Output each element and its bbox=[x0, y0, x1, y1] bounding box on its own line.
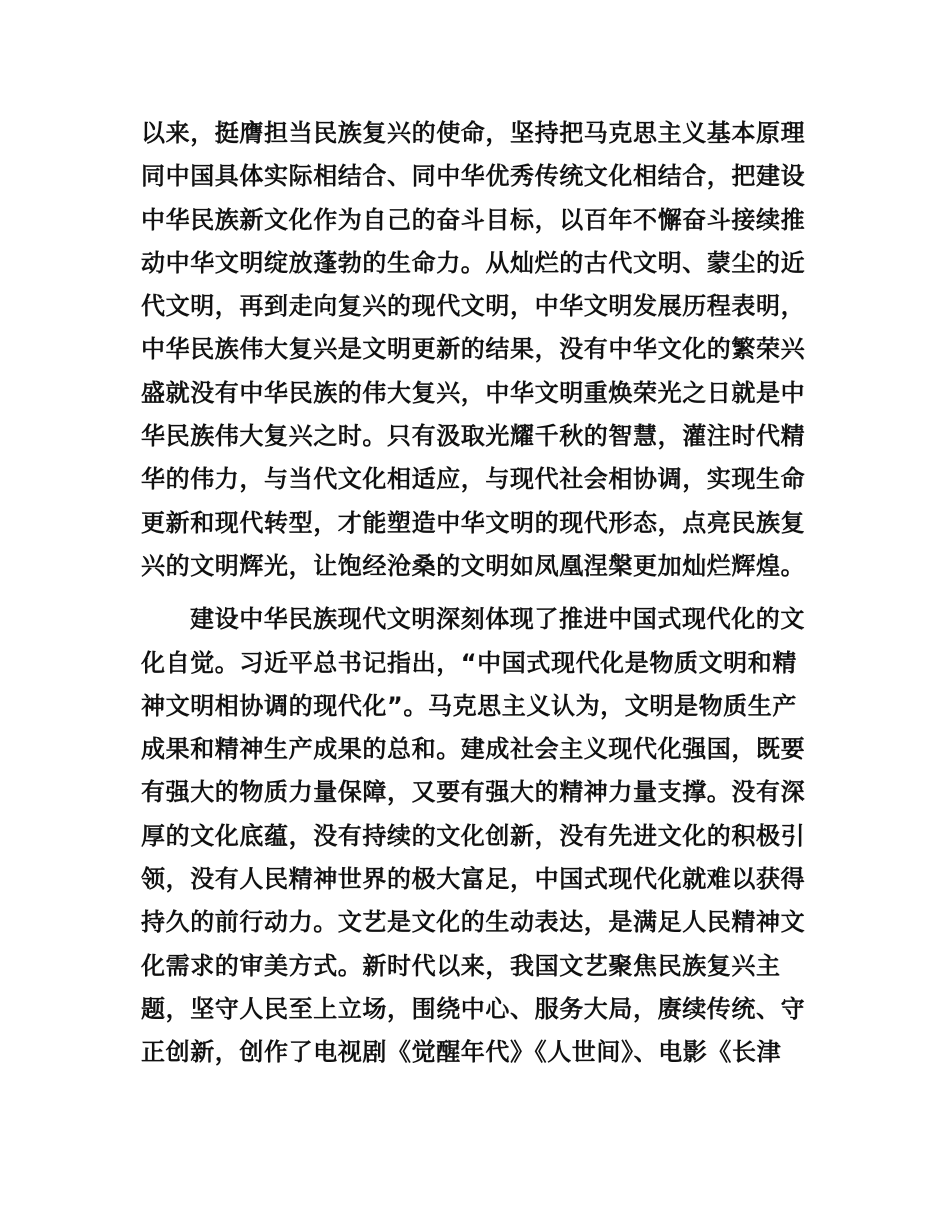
text-line: 有强大的物质力量保障，又要有强大的精神力量支撑。没有深 bbox=[141, 778, 806, 807]
body-text bbox=[141, 112, 813, 1075]
text-line: 同中国具体实际相结合、同中华优秀传统文化相结合，把建设 bbox=[141, 162, 806, 191]
paragraph-1 bbox=[141, 112, 813, 588]
text-line-indented: 建设中华民族现代文明深刻体现了推进中国式现代化的文 bbox=[190, 605, 805, 634]
text-line: 正创新，创作了电视剧《觉醒年代》《人世间》、电影《长津 bbox=[141, 1038, 782, 1067]
text-line: 神文明相协调的现代化”。马克思主义认为，文明是物质生产 bbox=[141, 691, 797, 720]
text-line: 成果和精神生产成果的总和。建成社会主义现代化强国，既要 bbox=[141, 735, 806, 764]
text-line: 盛就没有中华民族的伟大复兴，中华文明重焕荣光之日就是中 bbox=[141, 378, 806, 407]
text-line: 动中华文明绽放蓬勃的生命力。从灿烂的古代文明、蒙尘的近 bbox=[141, 248, 806, 277]
text-line: 题，坚守人民至上立场，围绕中心、服务大局，赓续传统、守 bbox=[141, 994, 806, 1023]
text-line: 化需求的审美方式。新时代以来，我国文艺聚焦民族复兴主 bbox=[141, 951, 781, 980]
text-line: 领，没有人民精神世界的极大富足，中国式现代化就难以获得 bbox=[141, 865, 806, 894]
text-line: 兴的文明辉光，让饱经沧桑的文明如凤凰涅槃更加灿烂辉煌。 bbox=[141, 551, 806, 580]
text-line: 更新和现代转型，才能塑造中华文明的现代形态，点亮民族复 bbox=[141, 508, 806, 537]
text-line: 以来，挺膺担当民族复兴的使命，坚持把马克思主义基本原理 bbox=[141, 119, 806, 147]
text-line: 中华民族新文化作为自己的奋斗目标，以百年不懈奋斗接续推 bbox=[141, 205, 806, 234]
paragraph-spacer bbox=[141, 588, 813, 598]
text-line: 化自觉。习近平总书记指出，“中国式现代化是物质文明和精 bbox=[141, 648, 797, 677]
text-line: 中华民族伟大复兴是文明更新的结果，没有中华文化的繁荣兴 bbox=[141, 335, 806, 364]
text-line: 华的伟力，与当代文化相适应，与现代社会相协调，实现生命 bbox=[141, 465, 806, 494]
text-line: 厚的文化底蕴，没有持续的文化创新，没有先进文化的积极引 bbox=[141, 821, 806, 850]
text-line: 持久的前行动力。文艺是文化的生动表达，是满足人民精神文 bbox=[141, 908, 806, 937]
text-line: 华民族伟大复兴之时。只有汲取光耀千秋的智慧，灌注时代精 bbox=[141, 422, 806, 451]
text-line: 代文明，再到走向复兴的现代文明，中华文明发展历程表明， bbox=[141, 292, 806, 321]
paragraph-2 bbox=[141, 598, 813, 1074]
